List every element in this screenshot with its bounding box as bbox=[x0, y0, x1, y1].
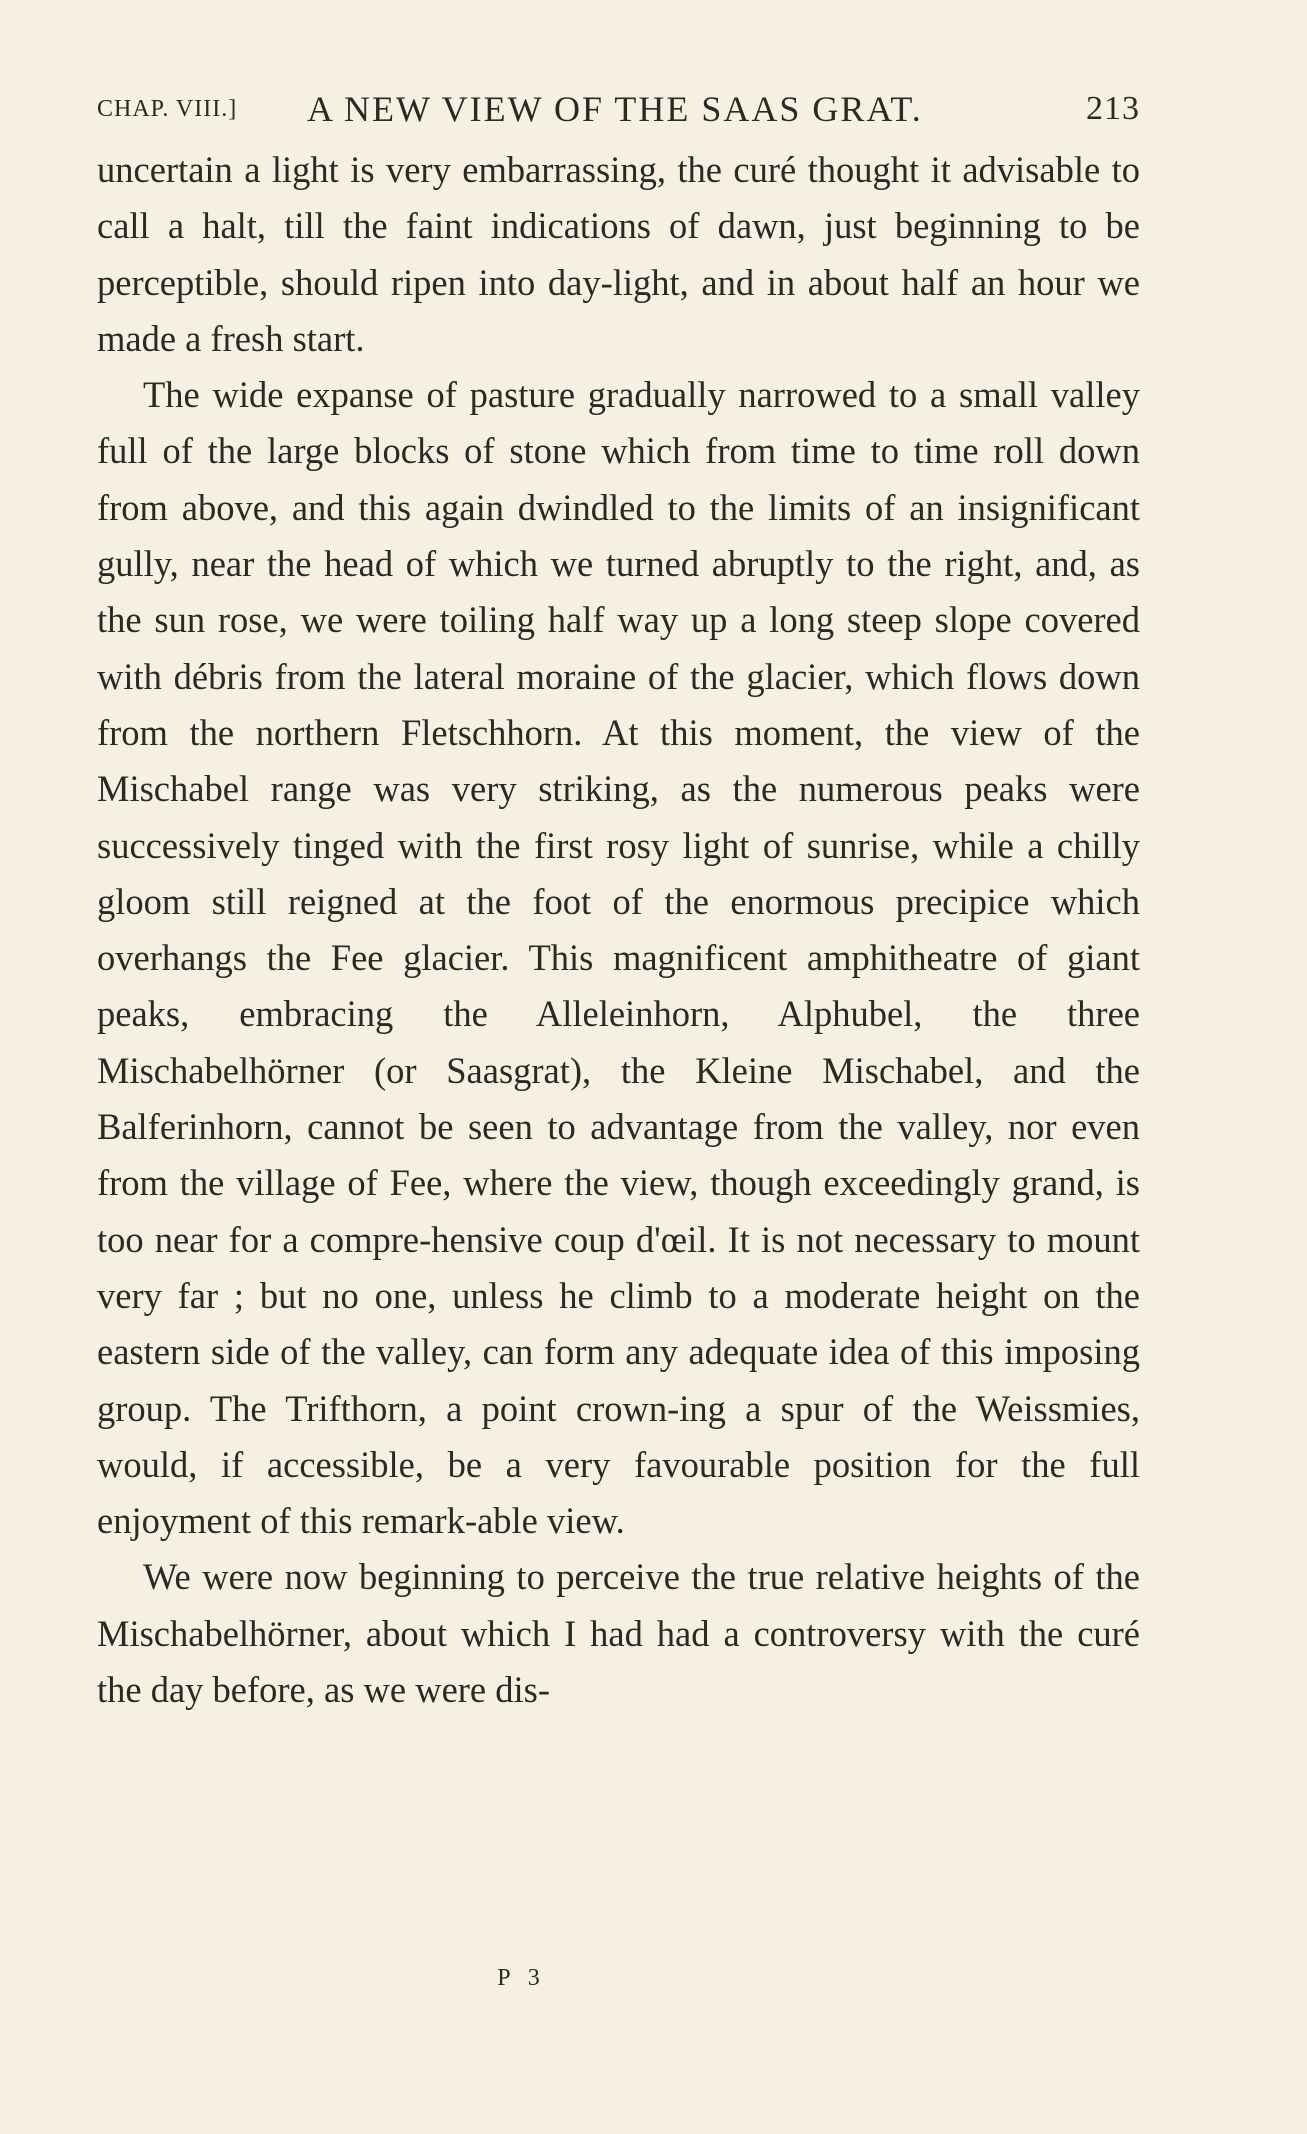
paragraph: We were now beginning to perceive the true relative heights of the Mischabelhörner, about which I had had a controversy with the curé the day before, as we were dis- bbox=[97, 1556, 1140, 1711]
chapter-label: CHAP. VIII.] bbox=[97, 96, 238, 122]
book-page bbox=[97, 84, 1140, 1718]
signature-mark: P 3 bbox=[497, 1965, 546, 1991]
body-text bbox=[97, 142, 1140, 1718]
paragraph-continued: uncertain a light is very embarrassing, the curé thought it advisable to call a halt, till the faint indications of dawn, just beginning to be perceptible, should ripen into day-light, and in about half an hour we made a fresh start. bbox=[97, 149, 1140, 359]
running-title: A NEW VIEW OF THE SAAS GRAT. bbox=[307, 89, 923, 129]
paragraph: The wide expanse of pasture gradually narrowed to a small valley full of the large blocks of stone which from time to time roll down from above, and this again dwindled to the limits of an insignificant gully, near the head of which we turned abruptly to the right, and, as the sun rose, we were toiling half way up a long steep slope covered with débris from the lateral moraine of the glacier, which flows down from the northern Fletschhorn. At this moment, the view of the Mischabel range was very striking, as the numerous peaks were successively tinged with the first rosy light of sunrise, while a chilly gloom still reigned at the foot of the enormous precipice which overhangs the Fee glacier. This magnificent amphitheatre of giant peaks, embracing the Alleleinhorn, Alphubel, the three Mischabelhörner (or Saasgrat), the Kleine Mischabel, and the Balferinhorn, cannot be seen to advantage from the valley, nor even from the village of Fee, where the view, though exceedingly grand, is too near for a compre-hensive coup d'œil. It is not necessary to mount very far ; but no one, unless he climb to a moderate height on the eastern side of the valley, can form any adequate idea of this imposing group. The Trifthorn, a point crown-ing a spur of the Weissmies, would, if accessible, be a very favourable position for the full enjoyment of this remark-able view. bbox=[97, 374, 1140, 1542]
page-number: 213 bbox=[1086, 90, 1140, 127]
running-head bbox=[97, 84, 1140, 134]
